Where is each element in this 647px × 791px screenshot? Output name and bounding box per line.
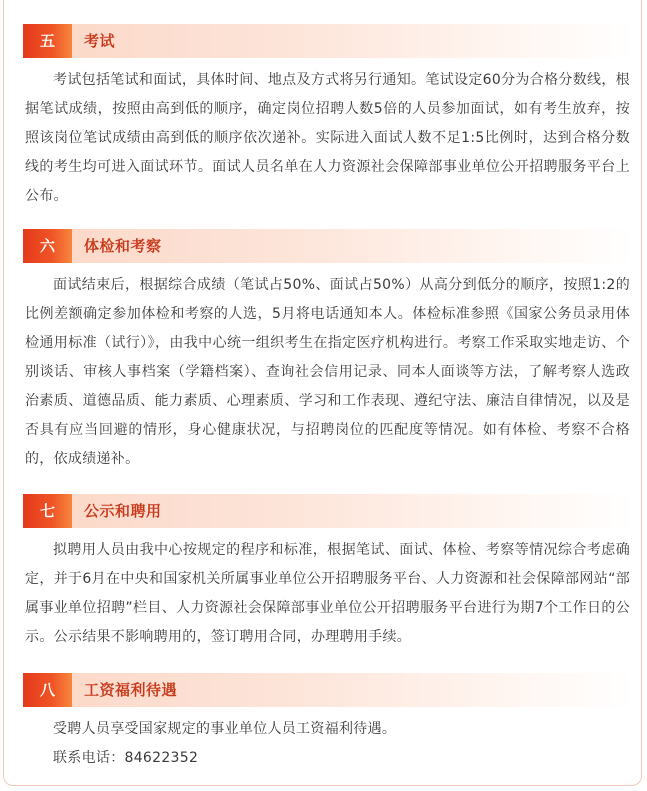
section-body: 拟聘用人员由我中心按规定的程序和标准，根据笔试、面试、体检、考察等情况综合考虑确定，并于6月在中央和国家机关所属事业单位公开招聘服务平台、人力资源和社会保障部网站“部属事业单位招聘”栏目、人力资源社会保障部事业单位公开招聘服务平台进行为期7个工作日的公示。公示结果不影响聘用的，签订聘用合同，办理聘用手续。	[25, 542, 630, 645]
section-title: 考试	[84, 32, 116, 50]
section-body: 受聘人员享受国家规定的事业单位人员工资福利待遇。	[53, 721, 397, 737]
section-title: 公示和聘用	[84, 502, 162, 520]
section-number: 七	[23, 494, 72, 528]
section-header	[23, 24, 634, 58]
section-body: 面试结束后，根据综合成绩（笔试占50%、面试占50%）从高分到低分的顺序，按照1:2的比例差额确定参加体检和考察的人选，5月将电话通知本人。体检标准参照《国家公务员录用体检通用标准（试行）》，由我中心统一组织考生在指定医疗机构进行。考察工作采取实地走访、个别谈话、审核人事档案（学籍档案）、查询社会信用记录、同本人面谈等方法，了解考察人选政治素质、道德品质、能力素质、心理素质、学习和工作表现、遵纪守法、廉洁自律情况，以及是否具有应当回避的情形，身心健康状况，与招聘岗位的匹配度等情况。如有体检、考察不合格的，依成绩递补。	[25, 277, 630, 467]
section-header	[23, 494, 634, 528]
section-exam	[23, 24, 635, 211]
section-header	[23, 229, 634, 263]
section-title: 体检和考察	[84, 237, 162, 255]
section-number: 五	[23, 24, 72, 58]
section-body: 考试包括笔试和面试，具体时间、地点及方式将另行通知。笔试设定60分为合格分数线，根据笔试成绩，按照由高到低的顺序，确定岗位招聘人数5倍的人员参加面试，如有考生放弃，按照该岗位笔试成绩由高到低的顺序依次递补。实际进入面试人数不足1:5比例时，达到合格分数线的考生均可进入面试环节。面试人员名单在人力资源社会保障部事业单位公开招聘服务平台上公布。	[25, 72, 630, 204]
section-physical-exam	[23, 229, 635, 474]
section-title: 工资福利待遇	[84, 681, 178, 699]
section-number: 八	[23, 673, 72, 707]
section-number: 六	[23, 229, 72, 263]
section-header	[23, 673, 634, 707]
section-salary	[23, 673, 635, 773]
section-publicity	[23, 494, 635, 652]
contact-phone: 联系电话：84622352	[53, 750, 199, 766]
